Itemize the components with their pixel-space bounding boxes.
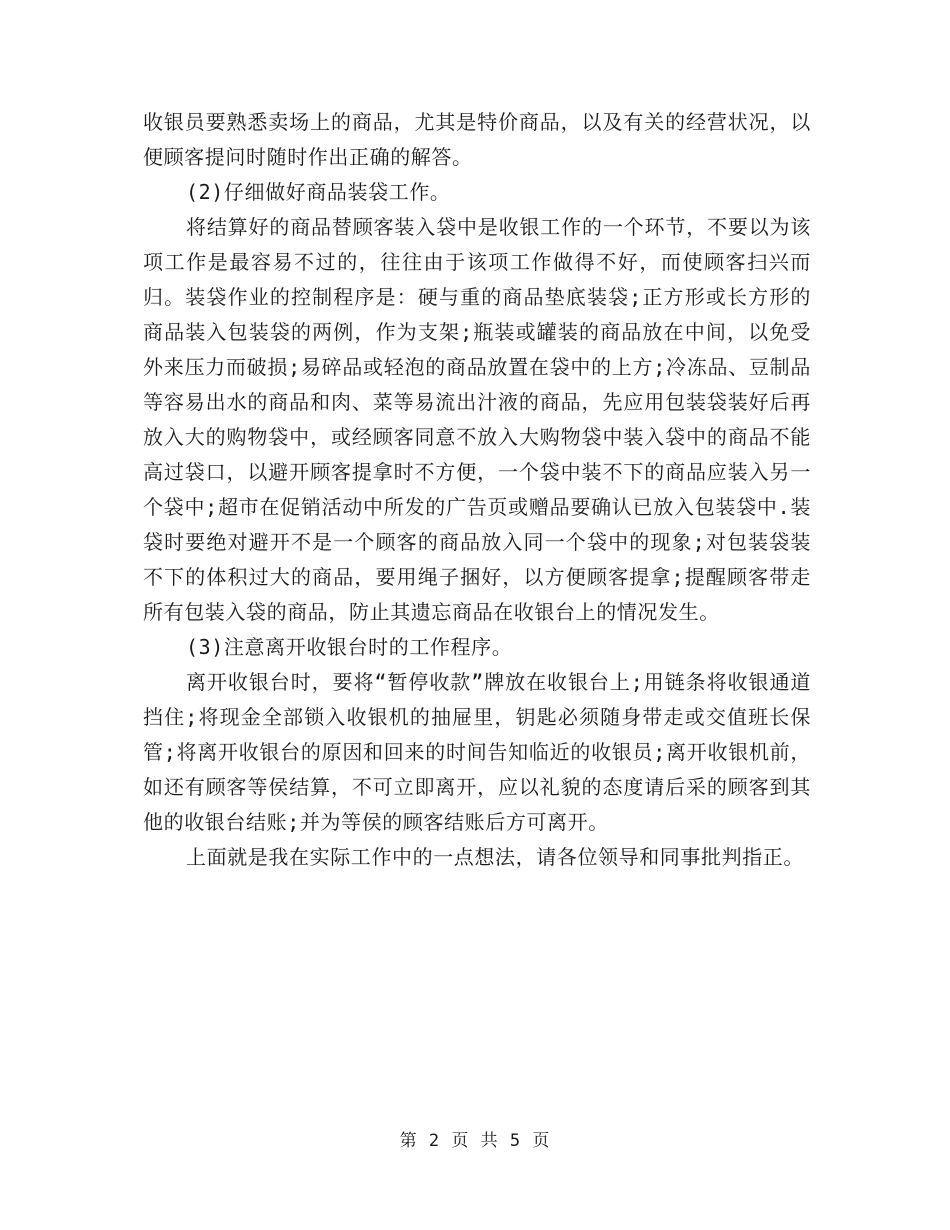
paragraph-bagging-procedure: 将结算好的商品替顾客装入袋中是收银工作的一个环节，不要以为该项工作是最容易不过的，往往由于该项工作做得不好，而使顾客扫兴而归。装袋作业的控制程序是：硬与重的商品垫底装袋;正方形或长方形的商品装入包装袋的两例，作为支架;瓶装或罐装的商品放在中间，以免受外来压力而破损;易碎品或轻泡的商品放置在袋中的上方;冷冻品、豆制品等容易出水的商品和肉、菜等易流出汁液的商品，先应用包装袋装好后再放入大的购物袋中，或经顾客同意不放入大购物袋中装入袋中的商品不能高过袋口，以避开顾客提拿时不方便，一个袋中装不下的商品应装入另一个袋中;超市在促销活动中所发的广告页或赠品要确认已放入包装袋中.装袋时要绝对避开不是一个顾客的商品放入同一个袋中的现象;对包装袋装不下的体积过大的商品，要用绳子捆好，以方便顾客提拿;提醒顾客带走所有包装入袋的商品，防止其遗忘商品在收银台上的情况发生。 [143,215,811,624]
page-number-label: 第 2 页 共 5 页 [399,1131,551,1151]
section-heading-leaving-counter: (3)注意离开收银台时的工作程序。 [186,635,513,659]
paragraph-closing-remark: 上面就是我在实际工作中的一点想法，请各位领导和同事批判指正。 [186,845,804,869]
section-heading-bagging: (2)仔细做好商品装袋工作。 [186,180,451,204]
paragraph-cashier-knowledge: 收银员要熟悉卖场上的商品，尤其是特价商品，以及有关的经营状况，以便顾客提问时随时作出正确的解答。 [143,110,811,169]
page-footer [0,1126,950,1151]
paragraph-leaving-procedure: 离开收银台时，要将“暂停收款”牌放在收银台上;用链条将收银通道挡住;将现金全部锁入收银机的抽屉里，钥匙必须随身带走或交值班长保管;将离开收银台的原因和回来的时间告知临近的收银员;离开收银机前，如还有顾客等侯结算，不可立即离开，应以礼貌的态度请后采的顾客到其他的收银台结账;并为等侯的顾客结账后方可离开。 [143,670,811,834]
document-body [143,105,811,875]
